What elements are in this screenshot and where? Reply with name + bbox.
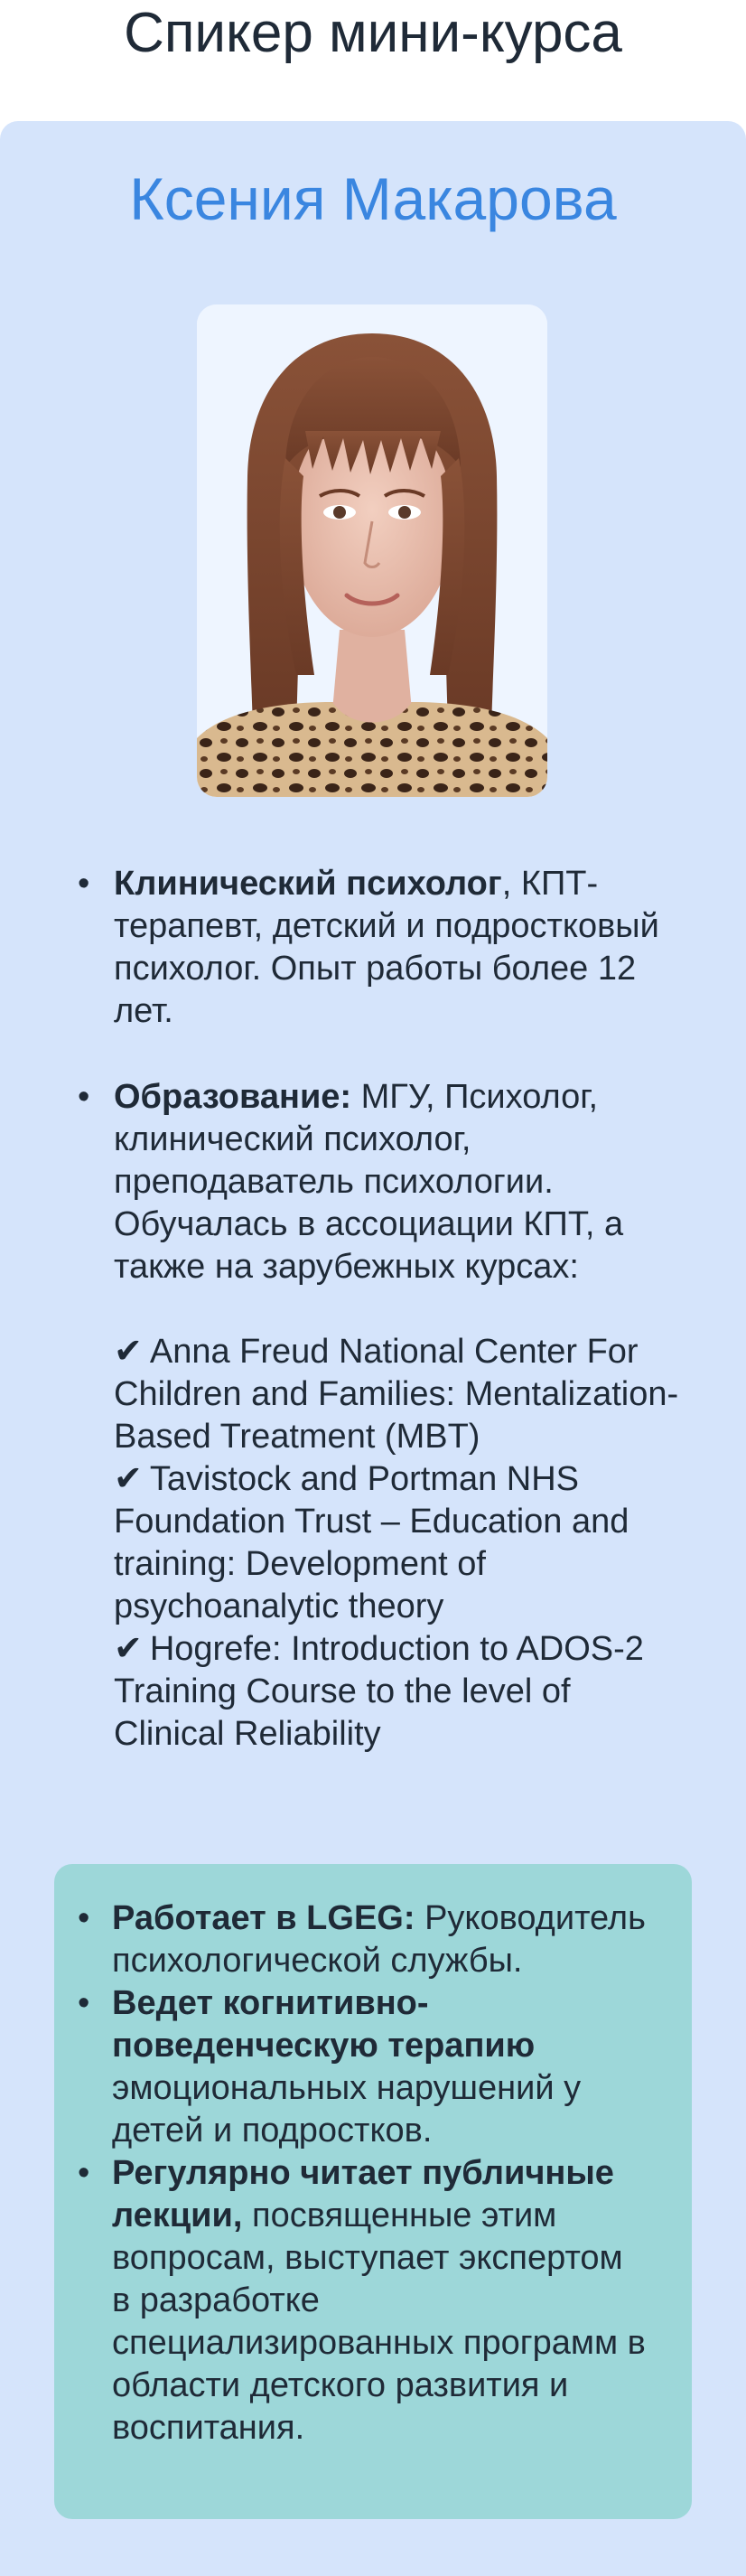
course-text: Tavistock and Portman NHS Foundation Trust – Education and training: Development of psychoanalytic theory [114, 1460, 629, 1625]
highlight-item-work [72, 1897, 650, 1982]
course-item [114, 1628, 686, 1756]
page-title: Спикер мини-курса [124, 2, 622, 64]
speaker-photo [197, 304, 547, 797]
highlight-work-text: Руководитель психологической службы. [112, 1899, 646, 1980]
highlight-lectures-text: посвященные этим вопросам, выступает экспертом в разработке специализированных программ в области детского развития и воспитания. [112, 2197, 646, 2447]
course-text: Anna Freud National Center For Children and Families: Mentalization-Based Treatment (MBT) [114, 1333, 679, 1456]
check-icon: ✔ [114, 1333, 143, 1371]
bio-education-text: МГУ, Психолог, клинический психолог, преподаватель психологии. Обучалась в ассоциации КПТ, а также на зарубежных курсах: [114, 1078, 624, 1286]
highlight-therapy-title: Ведет когнитивно-поведенческую терапию [112, 1984, 536, 2065]
highlight-list [72, 1897, 650, 2450]
course-text: Hogrefe: Introduction to ADOS-2 Training Course to the level of Clinical Reliability [114, 1630, 644, 1753]
bio-list [72, 863, 686, 1756]
course-item [114, 1458, 686, 1628]
bio-item-role [72, 863, 686, 1033]
highlight-work-title: Работает в LGEG: [112, 1899, 415, 1937]
highlight-lectures-title: Регулярно читает публичные лекции, [112, 2154, 614, 2234]
bio-education-title: Образование: [114, 1078, 352, 1116]
course-item [114, 1331, 686, 1458]
bio-role-title: Клинический психолог [114, 865, 502, 903]
course-list [114, 1331, 686, 1756]
check-icon: ✔ [114, 1460, 143, 1498]
check-icon: ✔ [114, 1630, 143, 1668]
bio-role-text: , КПТ-терапевт, детский и подростковый психолог. Опыт работы более 12 лет. [114, 865, 659, 1030]
highlight-therapy-text: эмоциональных нарушений у детей и подростков. [112, 2069, 582, 2150]
bio-item-education [72, 1076, 686, 1756]
highlight-item-therapy [72, 1982, 650, 2152]
speaker-name: Ксения Макарова [129, 165, 617, 232]
highlight-item-lectures [72, 2152, 650, 2450]
